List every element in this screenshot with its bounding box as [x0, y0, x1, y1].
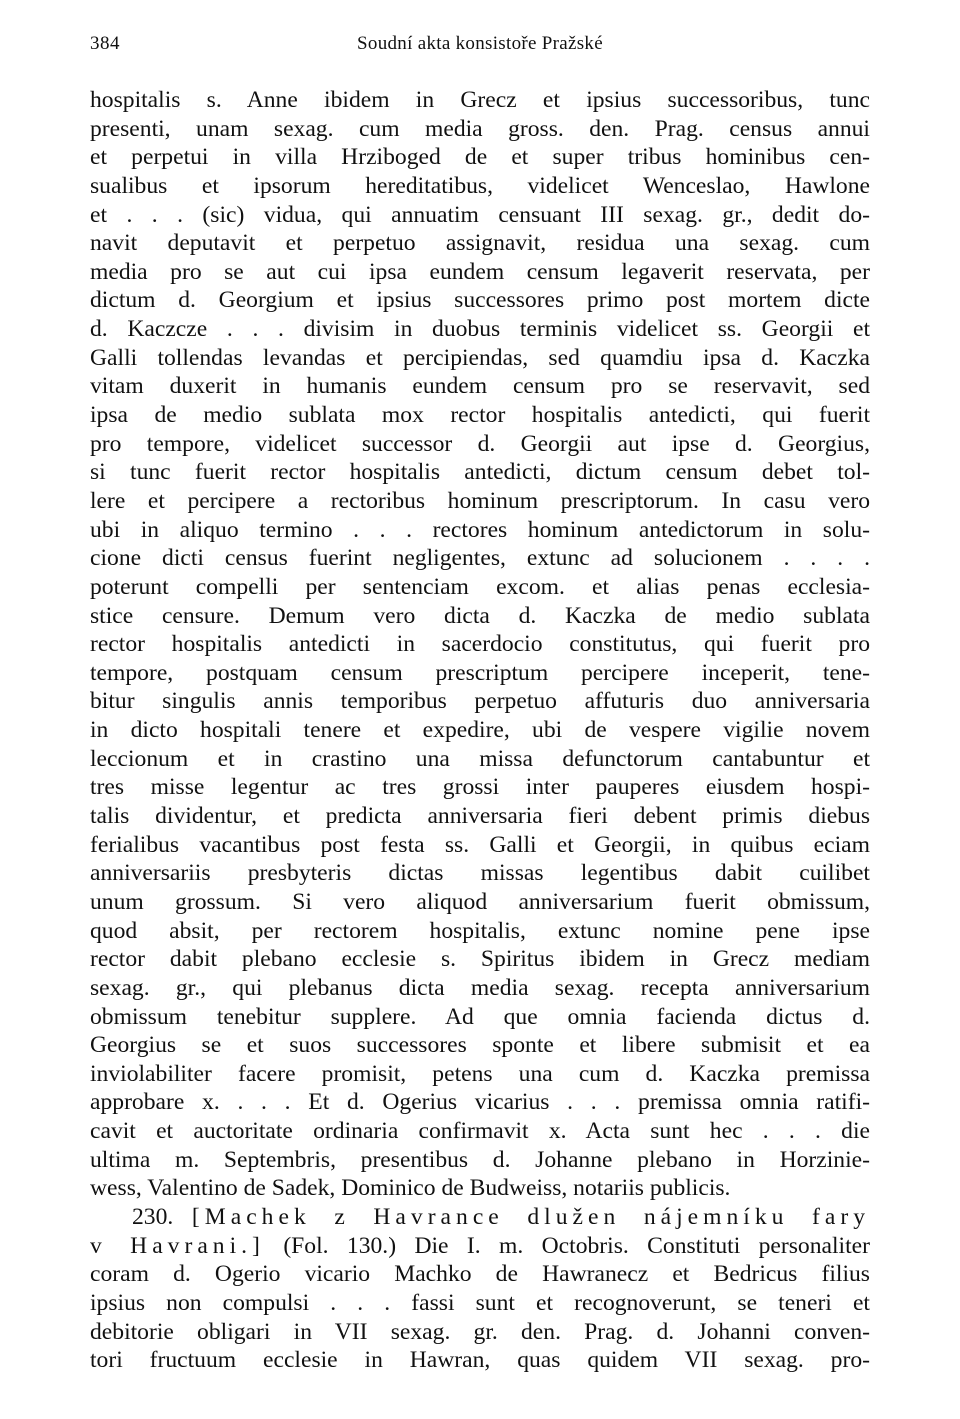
text-line: leccionum et in crastino una missa defunctorum cantabuntur et [90, 745, 870, 772]
text-line: in dicto hospitali tenere et expedire, ubi de vespere vigilie novem [90, 717, 870, 744]
text-line: inviolabiliter facere promisit, petens una cum d. Kaczka premissa [90, 1060, 870, 1087]
entry-paragraph [90, 1260, 870, 1375]
text-line: ultima m. Septembris, presentibus d. Johanne plebano in Horzinie- [90, 1146, 870, 1173]
entry-line1-rest: (Fol. 130.) Die I. m. Octobris. Constituti personaliter [283, 1232, 870, 1259]
text-line: debitorie obligari in VII sexag. gr. den. Prag. d. Johanni conven- [90, 1318, 870, 1345]
text-line: navit deputavit et perpetuo assignavit, residua una sexag. cum [90, 230, 870, 257]
text-line: coram d. Ogerio vicario Machko de Hawranecz et Bedricus filius [90, 1261, 870, 1288]
text-line: dictum d. Georgium et ipsius successores primo post mortem dicte [90, 287, 870, 314]
entry-title-part2: v Havrani.] [90, 1232, 265, 1259]
text-line: approbare x. . . . Et d. Ogerius vicarius . . . premissa omnia ratifi- [90, 1089, 870, 1116]
text-line: poterunt compelli per sentenciam excom. et alias penas ecclesia- [90, 573, 870, 600]
running-title: Soudní akta konsistoře Pražské [357, 33, 603, 54]
text-line: sexag. gr., qui plebanus dicta media sexag. recepta anniversarium [90, 974, 870, 1001]
text-line: cavit et auctoritate ordinaria confirmavit x. Acta sunt hec . . . die [90, 1118, 870, 1145]
text-line: ipsa de medio sublata mox rector hospitalis antedicti, qui fuerit [90, 402, 870, 429]
text-line: cione dicti census fuerint negligentes, extunc ad solucionem . . . . [90, 545, 870, 572]
page-header [90, 33, 870, 63]
entry-number: 230. [132, 1203, 174, 1230]
text-line: bitur singulis annis temporibus perpetuo affuturis duo anniversaria [90, 688, 870, 715]
text-line: stice censure. Demum vero dicta d. Kaczka de medio sublata [90, 602, 870, 629]
text-line: vitam duxerit in humanis eundem censum pro se reservavit, sed [90, 373, 870, 400]
text-line: presenti, unam sexag. cum media gross. den. Prag. census annui [90, 115, 870, 142]
text-line: sualibus et ipsorum hereditatibus, videlicet Wenceslao, Hawlone [90, 172, 870, 199]
text-line: ipsius non compulsi . . . fassi sunt et recognoverunt, se teneri et [90, 1289, 870, 1316]
text-line: ubi in aliquo termino . . . rectores hominum antedictorum in solu- [90, 516, 870, 543]
text-line: d. Kaczcze . . . divisim in duobus terminis videlicet ss. Georgii et [90, 316, 870, 343]
entry-heading-line-2 [90, 1232, 870, 1261]
text-line: obmissum tenebitur supplere. Ad que omnia facienda dictus d. [90, 1003, 870, 1030]
paragraph-continuation [90, 86, 870, 1203]
text-line: hospitalis s. Anne ibidem in Grecz et ipsius successoribus, tunc [90, 87, 870, 113]
text-line: media pro se aut cui ipsa eundem censum legaverit reservata, per [90, 258, 870, 285]
body-text [90, 86, 870, 1375]
text-line: tres misse legentur ac tres grossi inter pauperes eiusdem hospi- [90, 774, 870, 801]
text-line: si tunc fuerit rector hospitalis antedicti, dictum censum debet tol- [90, 459, 870, 486]
text-line: rector dabit plebano ecclesie s. Spiritus ibidem in Grecz mediam [90, 946, 870, 973]
text-line: anniversariis presbyteris dictas missas legentibus dabit cuilibet [90, 860, 870, 887]
entry-heading-line [90, 1203, 870, 1232]
text-line: pro tempore, videlicet successor d. Georgii aut ipse d. Georgius, [90, 430, 870, 457]
text-line: wess, Valentino de Sadek, Dominico de Budweiss, notariis publicis. [90, 1175, 731, 1202]
text-line: rector hospitalis antedicti in sacerdocio constitutus, qui fuerit pro [90, 631, 870, 658]
text-line: lere et percipere a rectoribus hominum prescriptorum. In casu vero [90, 487, 870, 514]
entry-title-part1: [Machek z Havrance dlužen nájemníku fary [191, 1203, 870, 1230]
text-line: talis dividentur, et predicta anniversaria fieri debent primis diebus [90, 803, 870, 830]
text-line: Georgius se et suos successores sponte et libere submisit et ea [90, 1032, 870, 1059]
text-line: et . . . (sic) vidua, qui annuatim censuant III sexag. gr., dedit do- [90, 201, 870, 228]
text-line: et perpetui in villa Hrziboged de et super tribus hominibus cen- [90, 144, 870, 171]
text-line: unum grossum. Si vero aliquod anniversarium fuerit obmissum, [90, 888, 870, 915]
text-line: tori fructuum ecclesie in Hawran, quas quidem VII sexag. pro- [90, 1347, 870, 1374]
text-line: quod absit, per rectorem hospitalis, extunc nomine pene ipse [90, 917, 870, 944]
page-number: 384 [90, 33, 120, 54]
text-line: Galli tollendas levandas et percipiendas, sed quamdiu ipsa d. Kaczka [90, 344, 870, 371]
text-line: tempore, postquam censum prescriptum percipere inceperit, tene- [90, 659, 870, 686]
text-line: ferialibus vacantibus post festa ss. Galli et Georgii, in quibus eciam [90, 831, 870, 858]
